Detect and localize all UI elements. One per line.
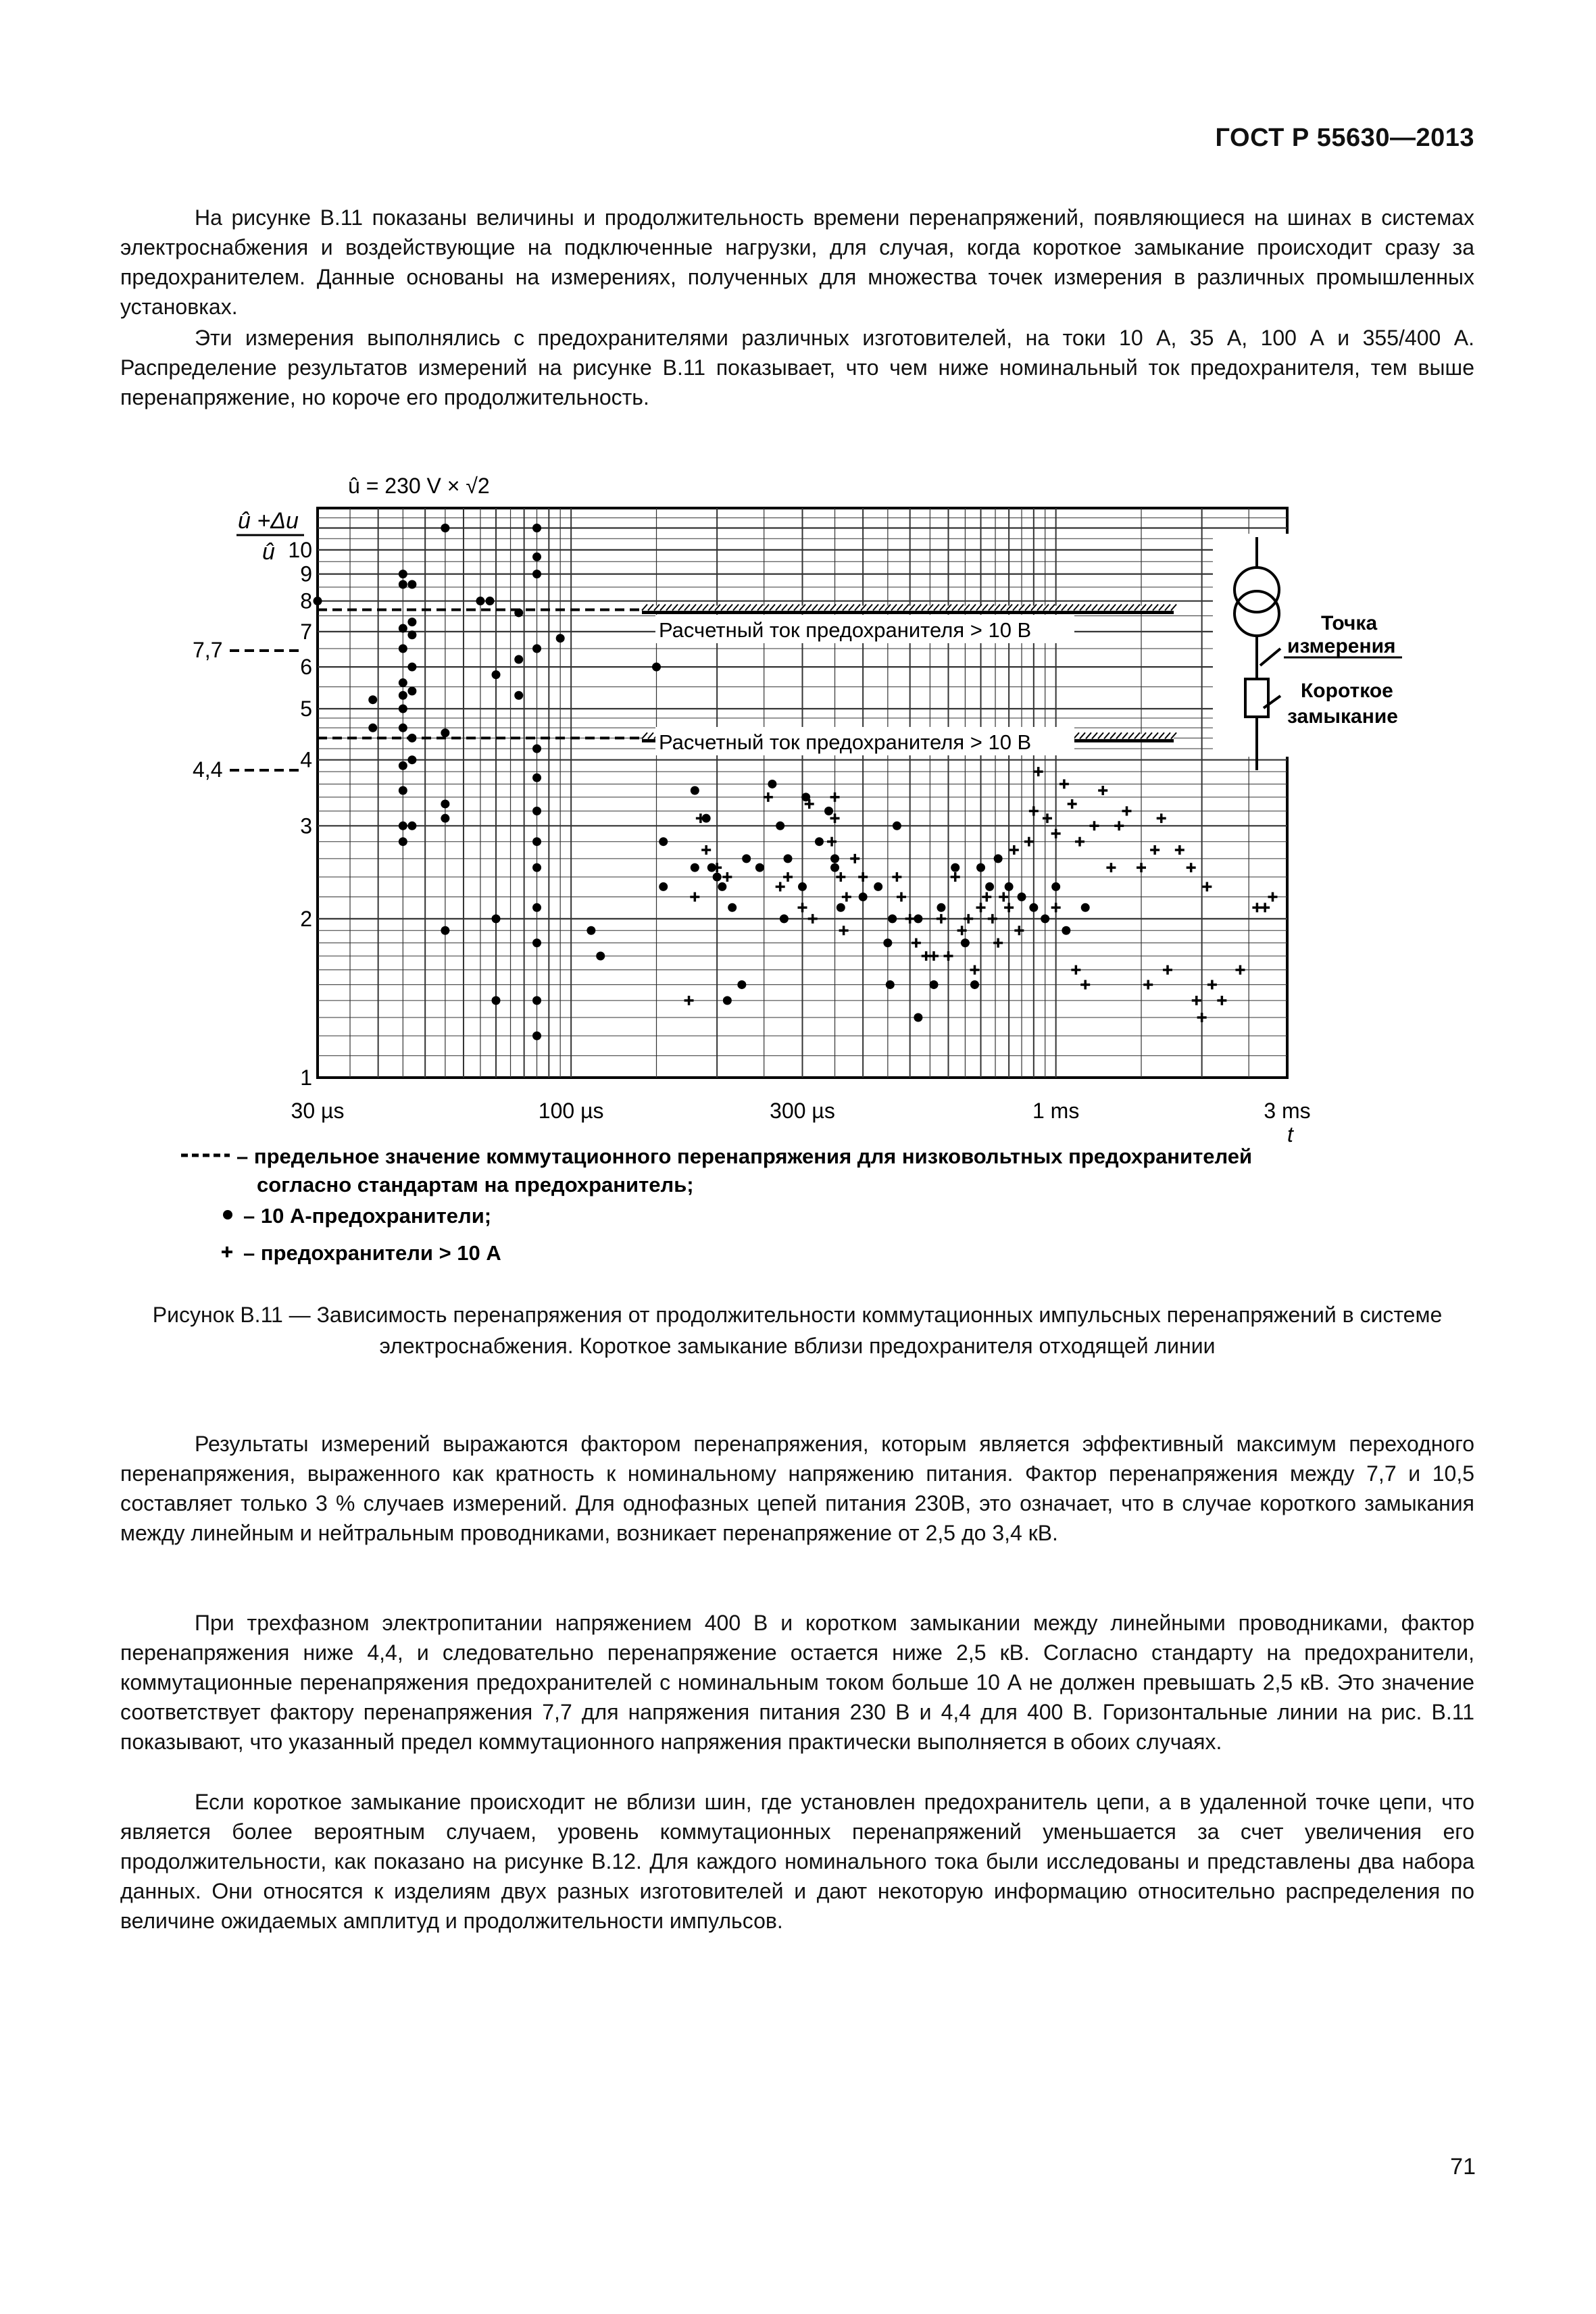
paragraph-remote-fault: Если короткое замыкание происходит не вблизи шин, где установлен предохранитель цепи, а в удаленной точке цепи, что является более вероятным случаем, уровень коммутационных перенапряжений уменьшается за счет увеличения его продолжительности, как показано на рисунке В.12. Для каждого номинального тока были исследованы и представлены два набора данных. Они относятся к изделиям двух разных изготовителей и дают некоторую информацию относительно распределения по величине ожидаемых амплитуд и продолжительности импульсов. (120, 1790, 1474, 1933)
data-point-dot (755, 863, 764, 872)
legend-plus-label: – предохранители > 10 А (243, 1241, 501, 1265)
limit-value-4-4: 4,4 (193, 757, 223, 782)
data-point-dot (407, 734, 416, 743)
data-point-dot (314, 597, 322, 605)
data-point-dot (399, 837, 407, 846)
data-point-dot (476, 597, 484, 605)
data-point-dot (830, 863, 839, 872)
data-point-dot (407, 686, 416, 695)
legend-dot-icon (223, 1210, 232, 1219)
data-point-dot (886, 980, 895, 989)
data-point-dot (883, 938, 892, 947)
data-point-dot (399, 678, 407, 687)
data-point-dot (441, 814, 449, 823)
data-point-dot (514, 691, 523, 700)
data-point-dot (532, 807, 541, 815)
fuse-symbol (1245, 679, 1268, 717)
y-tick-label: 5 (300, 697, 312, 722)
data-point-dot (399, 570, 407, 578)
limit-label-2: Расчетный ток предохранителя > 10 В (659, 730, 1032, 754)
chart-grid (318, 508, 1287, 1078)
data-point-dot (659, 882, 668, 891)
data-point-dot (485, 597, 494, 605)
data-point-dot (1041, 914, 1049, 923)
data-point-dot (776, 822, 784, 830)
y-tick-label: 8 (300, 588, 312, 613)
data-point-dot (514, 608, 523, 617)
data-point-dot (399, 691, 407, 700)
data-point-dot (713, 872, 722, 881)
data-point-dot (532, 938, 541, 947)
limit-label-1: Расчетный ток предохранителя > 10 В (659, 618, 1032, 642)
data-point-dot (596, 951, 605, 960)
short-circuit-label-1: Короткое (1301, 680, 1393, 702)
data-point-dot (407, 663, 416, 672)
data-point-dot (888, 914, 897, 923)
data-point-dot (514, 655, 523, 664)
data-point-dot (937, 903, 945, 912)
data-point-dot (399, 624, 407, 633)
data-point-dot (718, 882, 726, 891)
measurement-point-label-2: измерения (1287, 635, 1396, 657)
data-point-dot (407, 630, 416, 639)
x-tick-label: 30 µs (291, 1099, 345, 1123)
measurement-point-label-1: Точка (1321, 612, 1378, 634)
data-point-dot (691, 863, 699, 872)
legend-dot-label: – 10 А-предохранители; (243, 1204, 492, 1228)
short-circuit-label-2: замыкание (1287, 705, 1398, 728)
x-tick-label: 100 µs (538, 1099, 604, 1123)
y-tick-label: 9 (300, 561, 312, 586)
y-axis-numerator: û +Δu (238, 508, 299, 534)
data-point-dot (399, 822, 407, 830)
data-point-dot (723, 996, 732, 1005)
y-tick-label: 10 (288, 537, 312, 562)
y-tick-label: 2 (300, 906, 312, 931)
data-point-dot (1081, 903, 1090, 912)
data-point-dot (399, 644, 407, 653)
data-point-dot (815, 837, 824, 846)
data-point-dot (399, 761, 407, 770)
data-point-dot (399, 786, 407, 795)
y-tick-label: 6 (300, 655, 312, 680)
data-point-dot (407, 822, 416, 830)
data-point-dot (492, 996, 501, 1005)
x-tick-label: 300 µs (770, 1099, 835, 1123)
data-point-dot (399, 705, 407, 713)
data-point-dot (556, 634, 565, 643)
paragraph-measurements: Эти измерения выполнялись с предохранителями различных изготовителей, на токи 10 А, 35 А, 100 А и 355/400 А. Распределение результатов измерений на рисунке В.11 показывает, что чем ниже номинальный ток предохранителя, тем выше перенапряжение, но короче его продолжительность. (120, 326, 1474, 409)
limit-value-7-7: 7,7 (193, 638, 223, 662)
document-header: ГОСТ Р 55630—2013 (1215, 124, 1474, 152)
y-axis-denominator: û (262, 539, 275, 565)
data-point-dot (893, 822, 901, 830)
data-point-dot (532, 524, 541, 532)
page-number: 71 (1450, 2154, 1476, 2180)
data-point-dot (407, 755, 416, 764)
data-point-dot (368, 724, 377, 732)
data-point-dot (985, 882, 994, 891)
data-point-dot (532, 553, 541, 561)
data-point-dot (399, 724, 407, 732)
data-point-dot (737, 980, 746, 989)
y-tick-label: 1 (300, 1065, 312, 1090)
data-point-dot (532, 745, 541, 753)
data-point-dot (951, 863, 959, 872)
data-point-dot (532, 996, 541, 1005)
data-point-dot (407, 618, 416, 626)
x-tick-label: 1 ms (1032, 1099, 1080, 1123)
legend-plus-icon (222, 1247, 232, 1257)
data-point-dot (441, 728, 449, 737)
data-point-dot (728, 903, 737, 912)
data-point-dot (1018, 892, 1026, 901)
data-point-dot (994, 854, 1003, 863)
data-point-dot (532, 837, 541, 846)
data-point-dot (824, 807, 833, 815)
data-point-dot (784, 854, 793, 863)
data-point-dot (1051, 882, 1060, 891)
y-tick-label: 3 (300, 813, 312, 838)
figure-b11 (0, 453, 1596, 1297)
data-point-dot (441, 524, 449, 532)
x-axis-label: t (1287, 1122, 1293, 1147)
x-tick-label: 3 ms (1264, 1099, 1311, 1123)
data-point-dot (532, 774, 541, 782)
data-point-dot (407, 580, 416, 589)
data-point-dot (532, 644, 541, 653)
data-point-dot (441, 926, 449, 935)
data-point-dot (441, 799, 449, 808)
data-point-dot (1062, 926, 1070, 935)
data-point-dot (532, 570, 541, 578)
y-tick-label: 7 (300, 619, 312, 644)
data-point-dot (652, 663, 661, 672)
data-point-dot (970, 980, 979, 989)
data-point-dot (532, 903, 541, 912)
data-point-dot (691, 786, 699, 795)
data-point-dot (399, 580, 407, 589)
data-point-dot (830, 854, 839, 863)
data-point-dot (961, 938, 970, 947)
data-point-dot (532, 1032, 541, 1040)
paragraph-results: Результаты измерений выражаются фактором перенапряжения, которым является эффективный максимум переходного перенапряжения, выраженного как кратность к номинальному напряжению питания. Фактор перенапряжения между 7,7 и 10,5 составляет только 3 % случаев измерений. Для однофазных цепей питания 230В, это означает, что в случае короткого замыкания между линейным и нейтральным проводниками, возникает перенапряжение от 2,5 до 3,4 кВ. (120, 1432, 1474, 1545)
figure-caption: Рисунок В.11 — Зависимость перенапряжения от продолжительности коммутационных импульсных перенапряжений в системе электроснабжения. Короткое замыкание вблизи предохранителя отходящей линии (152, 1303, 1443, 1358)
paragraph-intro: На рисунке В.11 показаны величины и продолжительность времени перенапряжений, появляющиеся на шинах в системах электроснабжения и воздействующие на подключенные нагрузки, для случая, когда короткое замыкание происходит сразу за предохранителем. Данные основаны на измерениях, полученных для множества точек измерения в различных промышленных установках. (120, 205, 1474, 319)
data-point-dot (874, 882, 882, 891)
data-point-dot (659, 837, 668, 846)
data-point-dot (532, 863, 541, 872)
data-point-dot (929, 980, 938, 989)
data-point-dot (914, 914, 922, 923)
overvoltage-chart (0, 453, 1596, 1297)
data-point-dot (768, 780, 776, 788)
data-point-dot (859, 892, 868, 901)
data-point-dot (914, 1013, 922, 1022)
data-point-dot (780, 914, 789, 923)
data-point-dot (368, 695, 377, 704)
formula-label: û = 230 V × √2 (348, 474, 490, 498)
data-point-dot (587, 926, 595, 935)
paragraph-three-phase: При трехфазном электропитании напряжением 400 В и коротком замыкании между линейными проводниками, фактор перенапряжения ниже 4,4, и следовательно перенапряжение остается ниже 2,5 кВ. Согласно стандарту на предохранители, коммутационные перенапряжения предохранителей с номинальным током больше 10 А не должен превышать 2,5 кВ. Это значение соответствует фактору перенапряжения 7,7 для напряжения питания 230 В и 4,4 для 400 В. Горизонтальные линии на рис. В.11 показывают, что указанный предел коммутационного напряжения практически выполняется в обоих случаях. (120, 1611, 1474, 1754)
legend-dashed-label: – предельное значение коммутационного перенапряжения для низковольтных предохранителей согласно стандартам на предохранитель; (236, 1145, 1253, 1197)
data-point-dot (492, 914, 501, 923)
data-point-dot (837, 903, 845, 912)
data-point-dot (798, 882, 807, 891)
data-point-dot (1029, 903, 1038, 912)
data-point-dot (976, 863, 985, 872)
y-tick-label: 4 (300, 747, 312, 772)
data-point-dot (492, 670, 501, 679)
data-point-dot (742, 854, 751, 863)
data-point-dot (1005, 882, 1014, 891)
